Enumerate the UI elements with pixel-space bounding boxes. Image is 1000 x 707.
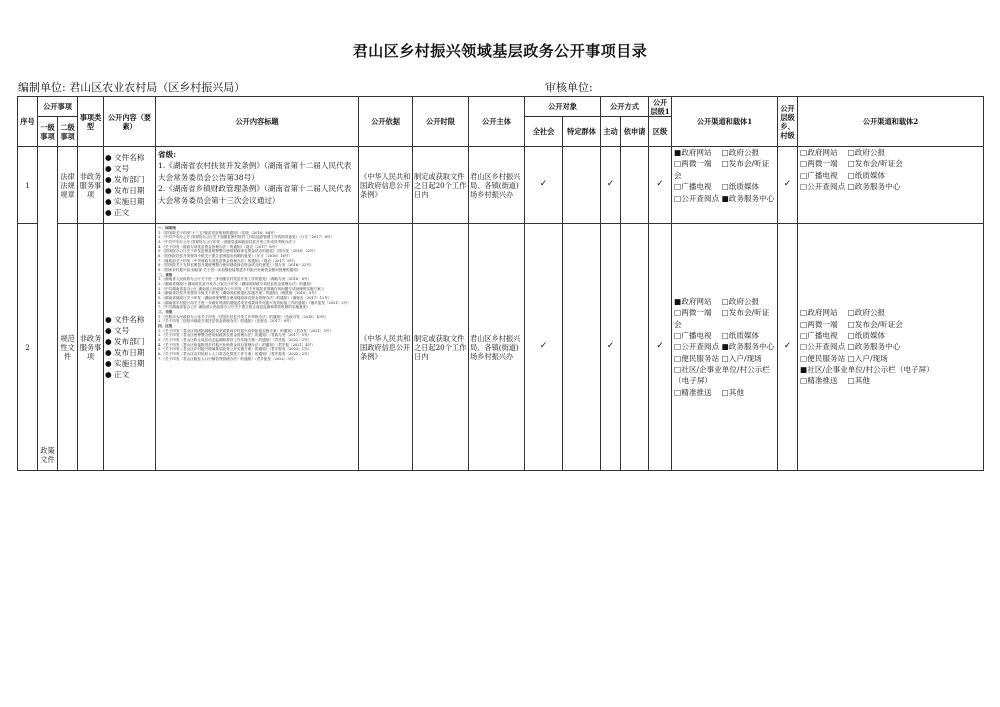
row-seq: 2 [18, 224, 38, 471]
check-all: ✓ [525, 147, 563, 224]
col-target-all: 全社会 [525, 117, 563, 147]
row-titles-small [156, 224, 359, 471]
title-item: 3.《中共中央办公厅 国务院办公厅印发〈省级党委和政府扶贫开发工作成效考核办法〉》 [158, 240, 298, 245]
col-level1: 公开层级1 [650, 97, 670, 116]
channel-line: ■政府网站 □政府公报 [674, 148, 760, 157]
element-item: ● 文件名称 [105, 315, 145, 324]
channel-line: □两微一端 □发布会/听证会 [800, 319, 903, 329]
check-apply [621, 147, 649, 224]
row-l2: 规范性文件 [58, 224, 78, 471]
element-item: ● 实施日期 [105, 197, 145, 206]
titles-section-heading: 一、国家级 [158, 226, 176, 230]
header-row-1 [18, 97, 984, 117]
title-item: 7.《财政部关于印发〈中央财政专项扶贫资金管理办法〉的通知》（财农〔2017〕8号） [158, 258, 297, 263]
title-item: 4.《关于印发〈君山区衔接推进乡村振兴补助资金项目管理办法〉的通知》（君乡振〔2021〕4号） [158, 342, 315, 347]
channel-line: ■政府网站 □政府公报 [674, 296, 760, 306]
channel-line: □政府网站 □政府公报 [800, 308, 886, 318]
title-item: 1.《关于印发〈君山区巩固拓展脱贫攻坚成果同乡村振兴有效衔接实施方案〉的通知》（君办发〔2021〕3号） [158, 328, 333, 333]
title-item: 2.《湖南省财政厅 湖南省扶贫开发办公室关于印发〈湖南省财政专项扶贫资金管理办法〉的通知》 [158, 282, 314, 287]
row-type: 非政务服务事项 [78, 147, 104, 224]
channel-line: ■社区/企事业单位/村公示栏（电子屏） [800, 365, 934, 375]
title-item: 2.《中共中央办公厅 国务院办公厅关于加强贫困村驻村工作队选派管理工作的指导意见》（厅字〔2017〕8号） [158, 235, 334, 240]
col-content-title: 公开内容标题 [156, 97, 359, 147]
row-time: 制定或获取文件之日起20个工作日内 [413, 224, 469, 471]
channel-line: □广播电视 □纸质媒体 [674, 182, 760, 192]
row-l1: 政策文件 [38, 147, 58, 471]
element-item: ● 发布部门 [105, 175, 145, 184]
org-label: 编制单位: [18, 81, 66, 94]
element-item: ● 文件名称 [105, 153, 145, 162]
col-channel1: 公开渠道和载体1 [672, 97, 778, 147]
col-item-l2: 二级事项 [58, 117, 78, 147]
title-item: 9.《国家乡村振兴局 财政部 关于进一步加强衔接推进乡村振兴补助资金使用管理的通知》 [158, 268, 301, 273]
check-level2: ✓ [778, 224, 798, 471]
channel-line: □社区/企事业单位/村公示栏（电子屏） [674, 365, 770, 386]
element-item: ● 正文 [105, 208, 130, 217]
row-channel1 [672, 147, 778, 224]
directory-table [17, 96, 984, 471]
col-mode-active: 主动 [601, 117, 621, 147]
row-channel2 [798, 224, 984, 471]
col-basis: 公开依据 [359, 97, 413, 147]
channel-line: □广播电视 □纸质媒体 [674, 330, 760, 340]
title-item: 6.《国务院扶贫开发领导小组关于建立贫困退出机制的意见》（厅字〔2016〕16号） [158, 254, 292, 259]
channel-line: □精准推送 □其他 [674, 387, 744, 397]
titles-section-heading: 三、市级 [158, 310, 173, 315]
channel-line: □公开查阅点 ■政务服务中心 [674, 193, 775, 203]
title-item: 2.《湖南省乡镇财政管理条例》（湖南省第十二届人民代表大会常务委员会第十三次会议通过） [158, 184, 352, 205]
table-row [18, 147, 984, 224]
row-seq: 1 [18, 147, 38, 224]
row-basis: 《中华人民共和国政府信息公开条例》 [359, 147, 413, 224]
col-target-specific: 特定群体 [563, 117, 601, 147]
col-mode-apply: 依申请 [621, 117, 649, 147]
titles-section-heading: 二、省级 [158, 272, 173, 277]
check-level2: ✓ [778, 147, 798, 224]
title-item: 1.《湖南省人民政府办公厅关于进一步加强农村扶贫开发工作的意见》（湘政办发〔2016〕6号） [158, 277, 312, 282]
element-item: ● 实施日期 [105, 359, 145, 368]
org-line [18, 79, 245, 95]
title-item: 1.《湖南省农村扶贫开发条例》（湖南省第十二届人民代表大会常务委员会公告第38号） [158, 161, 352, 182]
row-titles [156, 147, 359, 224]
title-item: 7.《中共湖南省委办公厅 湖南省人民政府办公厅关于建立防止返贫监测和帮扶机制的实施意见》 [158, 305, 310, 310]
channel-line: □两微一端 □发布会/听证会 [800, 159, 903, 169]
channel-line: □公开查阅点 □政务服务中心 [800, 182, 901, 192]
title-item: 6.《关于印发〈君山区农村低收入人口常态化帮扶工作方案〉的通知》（君乡振发〔2022〕2号） [158, 352, 312, 357]
row-subject: 君山区乡村振兴局、各镇(街道) 场乡村振兴办 [469, 147, 525, 224]
title-item: 7.《关于印发〈君山区脱贫人口小额信贷管理办法〉的通知》（君乡振发〔2022〕3号） [158, 356, 297, 361]
element-item: ● 文号 [105, 326, 130, 335]
org-name: 君山区农业农村局（区乡村振兴局） [69, 81, 246, 94]
element-item: ● 文号 [105, 164, 130, 173]
check-level1: ✓ [649, 224, 672, 471]
element-item: ● 发布日期 [105, 348, 145, 357]
element-item: ● 正文 [105, 370, 130, 379]
title-item: 5.《国务院办公厅关于印发贫困县统筹整合使用财政涉农资金试点的意见》（国办发〔2016〕22号） [158, 249, 318, 254]
col-type: 事项类型 [78, 97, 104, 147]
row-subject: 君山区乡村振兴局、各镇(街道)场乡村振兴办 [469, 224, 525, 471]
check-specific [563, 147, 601, 224]
check-level1: ✓ [649, 147, 672, 224]
title-item: 5.《湖南省财政厅关于印发〈湖南省统筹整合使用财政涉农资金管理办法〉的通知》（湘财农〔2017〕12号） [158, 296, 332, 301]
row-basis: 《中华人民共和国政府信息公开条例》 [359, 224, 413, 471]
row-elements [104, 224, 156, 471]
title-item: 4.《湖南省扶贫开发领导小组关于印发〈湖南省贫困退出实施方案〉的通知》（湘扶组〔2016〕5号） [158, 291, 319, 296]
channel-line: □广播电视 □纸质媒体 [800, 330, 886, 340]
col-mode: 公开方式 [601, 97, 649, 117]
titles-heading: 省级: [158, 150, 177, 159]
col-subject: 公开主体 [469, 97, 525, 147]
row-elements [104, 147, 156, 224]
title-item: 3.《中共湖南省委办公厅 湖南省人民政府办公厅印发〈关于开展扶贫领域作风问题专项治理的实施方案〉》 [158, 286, 327, 291]
channel-line: □两微一端 □发布会/听证会 [674, 159, 770, 180]
channel-line: □广播电视 □纸质媒体 [800, 170, 886, 180]
title-item: 2.《关于印发〈君山区统筹整合使用财政涉农资金管理办法〉的通知》（君政办发〔2017〕5号） [158, 333, 312, 338]
title-item: 2.《关于印发〈岳阳市财政专项扶贫资金管理办法〉的通知》（岳财农〔2017〕8号） [158, 319, 294, 324]
col-target: 公开对象 [525, 97, 601, 117]
row-type: 非政务服务事项 [78, 224, 104, 471]
title-item: 4.《关于印发〈财政专项扶贫资金管理办法〉的通知》（财农〔2017〕8号） [158, 244, 279, 249]
row-time: 制定或获取文件之日起20个工作日内 [413, 147, 469, 224]
page-title: 君山区乡村振兴领域基层政务公开事项目录 [352, 42, 648, 60]
table-row [18, 224, 984, 471]
check-all: ✓ [525, 224, 563, 471]
col-item-l1: 一级事项 [38, 117, 58, 147]
col-level2: 公开层级乡、村级 [778, 97, 798, 147]
title-item: 6.《湖南省乡村振兴局关于进一步做好巩固拓展脱贫攻坚成果同乡村振兴有效衔接工作的通知》（湘乡振发〔2021〕3号） [158, 300, 351, 305]
row-channel2 [798, 147, 984, 224]
col-content-req: 公开内容（要素） [104, 97, 156, 147]
element-item: ● 发布部门 [105, 337, 145, 346]
title-item: 3.《关于印发〈君山区防止返贫动态监测和帮扶工作实施方案〉的通知》（君扶组〔2021〕2号） [158, 338, 312, 343]
channel-line: □公开查阅点 □政务服务中心 [800, 342, 901, 352]
col-time: 公开时限 [413, 97, 469, 147]
col-level1-sub: 区级 [649, 117, 672, 147]
title-item: 1.《国务院关于印发"十三五"脱贫攻坚规划的通知》（国发〔2016〕64号） [158, 230, 278, 235]
channel-line: □便民服务站 □入户/现场 [800, 353, 888, 363]
title-item: 1.《岳阳市人民政府办公室关于印发〈岳阳市扶贫开发工作考核办法〉的通知》（岳政办发〔2016〕10号） [158, 314, 328, 319]
col-item: 公开事项 [38, 97, 78, 117]
element-item: ● 发布日期 [105, 186, 145, 195]
col-channel2: 公开渠道和载体2 [798, 97, 984, 147]
check-active: ✓ [601, 147, 621, 224]
channel-line: □精准推送 □其他 [800, 376, 870, 386]
row-l2: 法律法规规章 [58, 147, 78, 224]
channel-line: □便民服务站 □入户/现场 [674, 353, 762, 363]
check-active: ✓ [601, 224, 621, 471]
channel-line: □公开查阅点 ■政务服务中心 [674, 342, 775, 352]
channel-line: □两微一端 □发布会/听证会 [674, 308, 770, 329]
title-item: 8.《国务院关于支持贫困县开展统筹整合使用财政涉农资金试点的意见》（国办发〔2016〕22号） [158, 263, 314, 268]
check-specific [563, 224, 601, 471]
col-seq: 序号 [18, 97, 38, 147]
check-apply [621, 224, 649, 471]
row-channel1 [672, 224, 778, 471]
review-label: 审核单位: [545, 81, 593, 94]
titles-section-heading: 四、区级 [158, 324, 173, 329]
channel-line: □政府网站 □政府公报 [800, 148, 886, 157]
title-item: 5.《关于印发〈君山区乡村振兴领域基层政务公开实施方案〉的通知》（君乡振发〔2022〕1号） [158, 347, 312, 352]
